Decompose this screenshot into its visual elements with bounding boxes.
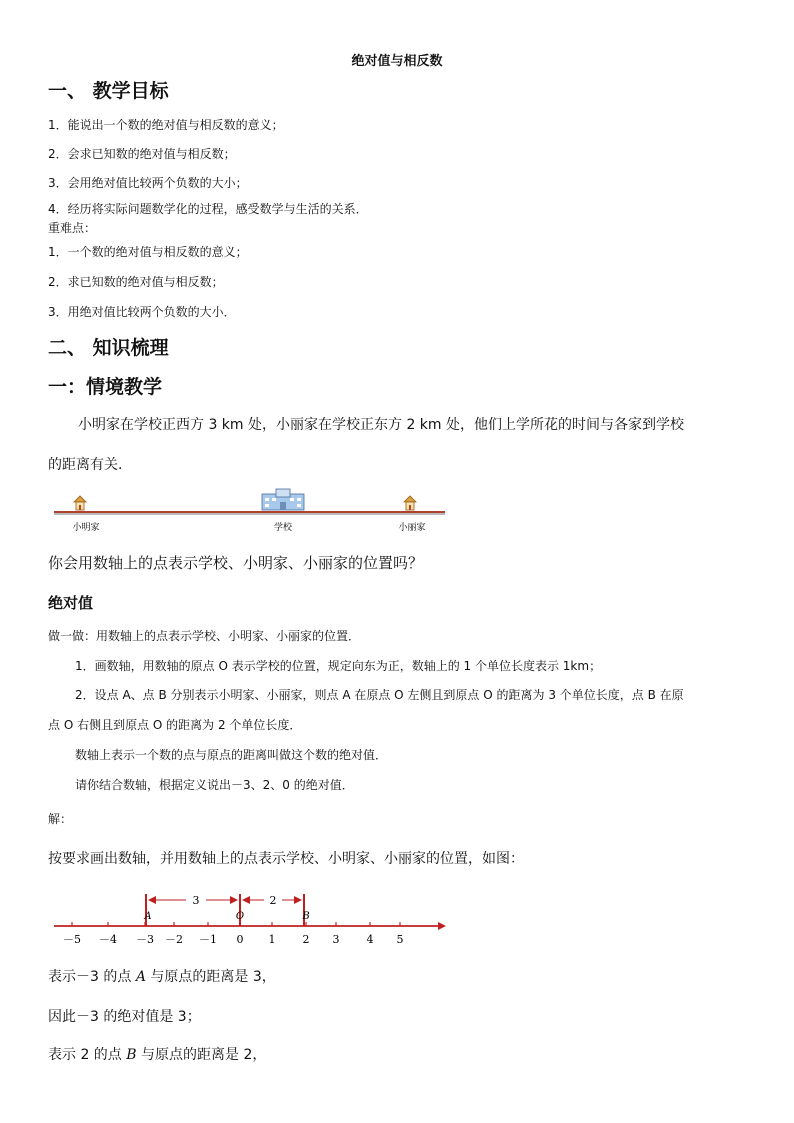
axis-arrow (438, 922, 446, 930)
activity-text: 做一做：用数轴上的点表示学校、小明家、小丽家的位置． (48, 629, 361, 643)
house-icon (404, 496, 416, 510)
question-text: 你会用数轴上的点表示学校、小明家、小丽家的位置吗？ (48, 554, 424, 572)
location-map (50, 486, 450, 536)
result-line-2: 因此－3 的绝对值是 3； (48, 1009, 201, 1025)
intro-paragraph-cont: 的距离有关. (48, 457, 123, 473)
step-two: 2．设点 A、点 B 分别表示小明家、小丽家，则点 A 在原点 O 左侧且到原点 O 的距离为 3 个单位长度，点 B 在原 (75, 688, 684, 702)
distance-label-right: 2 (269, 894, 277, 907)
section-heading-goals: 一、 教学目标 (48, 80, 169, 102)
tick-label: 3 (332, 933, 340, 946)
map-label-center: 学校 (273, 523, 293, 533)
tick-label: 2 (302, 933, 310, 946)
tick-label: －2 (165, 933, 183, 946)
intro-paragraph: 小明家在学校正西方 3 km 处，小丽家在学校正东方 2 km 处，他们上学所花的时间与各家到学校 (78, 417, 685, 433)
distance-label-left: 3 (192, 894, 200, 907)
tick-label: －1 (199, 933, 217, 946)
goal-item: 1．能说出一个数的绝对值与相反数的意义； (48, 118, 284, 132)
tick-label: 1 (268, 933, 276, 946)
result-line-1 (48, 966, 276, 986)
difficulty-item: 1．一个数的绝对值与相反数的意义； (48, 245, 248, 259)
tick-label: 4 (366, 933, 374, 946)
variable-a: A (135, 969, 146, 985)
point-label-o: O (235, 911, 245, 922)
house-icon (74, 496, 86, 510)
variable-b: B (126, 1047, 137, 1063)
result-text: 与原点的距离是 2， (141, 1047, 267, 1063)
result-text: 表示 2 的点 (48, 1047, 122, 1063)
difficulty-item: 2．求已知数的绝对值与相反数； (48, 275, 224, 289)
section-heading-scenario: 一：情境教学 (48, 376, 163, 398)
tick-label: －4 (99, 933, 117, 946)
point-label-a: A (144, 911, 152, 922)
tick-label: 5 (396, 933, 404, 946)
tick-label: －3 (136, 933, 154, 946)
school-icon (262, 489, 304, 510)
subsection-heading-abs: 绝对值 (48, 594, 94, 612)
map-label-left: 小明家 (72, 523, 100, 533)
goal-item: 2．会求已知数的绝对值与相反数； (48, 147, 236, 161)
tick-label: 0 (236, 933, 244, 946)
definition-text: 数轴上表示一个数的点与原点的距离叫做这个数的绝对值． (75, 748, 388, 762)
section-heading-knowledge: 二、 知识梳理 (48, 337, 169, 359)
difficulty-label: 重难点： (48, 221, 97, 235)
result-text: 表示－3 的点 (48, 969, 132, 985)
goal-item: 4．经历将实际问题数学化的过程，感受数学与生活的关系． (48, 202, 368, 216)
difficulty-item: 3．用绝对值比较两个负数的大小． (48, 305, 236, 319)
step-two-cont: 点 O 右侧且到原点 O 的距离为 2 个单位长度． (48, 718, 302, 732)
point-label-b: B (302, 911, 310, 922)
solution-label: 解： (48, 812, 73, 826)
goal-item: 3．会用绝对值比较两个负数的大小； (48, 176, 248, 190)
number-line-figure (50, 888, 450, 950)
tick-label: －5 (63, 933, 81, 946)
result-line-3 (48, 1044, 266, 1064)
page-title: 绝对值与相反数 (351, 54, 443, 69)
solution-intro: 按要求画出数轴，并用数轴上的点表示学校、小明家、小丽家的位置，如图： (48, 851, 524, 867)
map-label-right: 小丽家 (398, 523, 426, 533)
result-text: 与原点的距离是 3， (150, 969, 276, 985)
prompt-text: 请你结合数轴，根据定义说出－3、2、0 的绝对值． (75, 778, 354, 792)
step-one: 1．画数轴，用数轴的原点 O 表示学校的位置，规定向东为正，数轴上的 1 个单位长度表示 1km； (75, 659, 602, 673)
